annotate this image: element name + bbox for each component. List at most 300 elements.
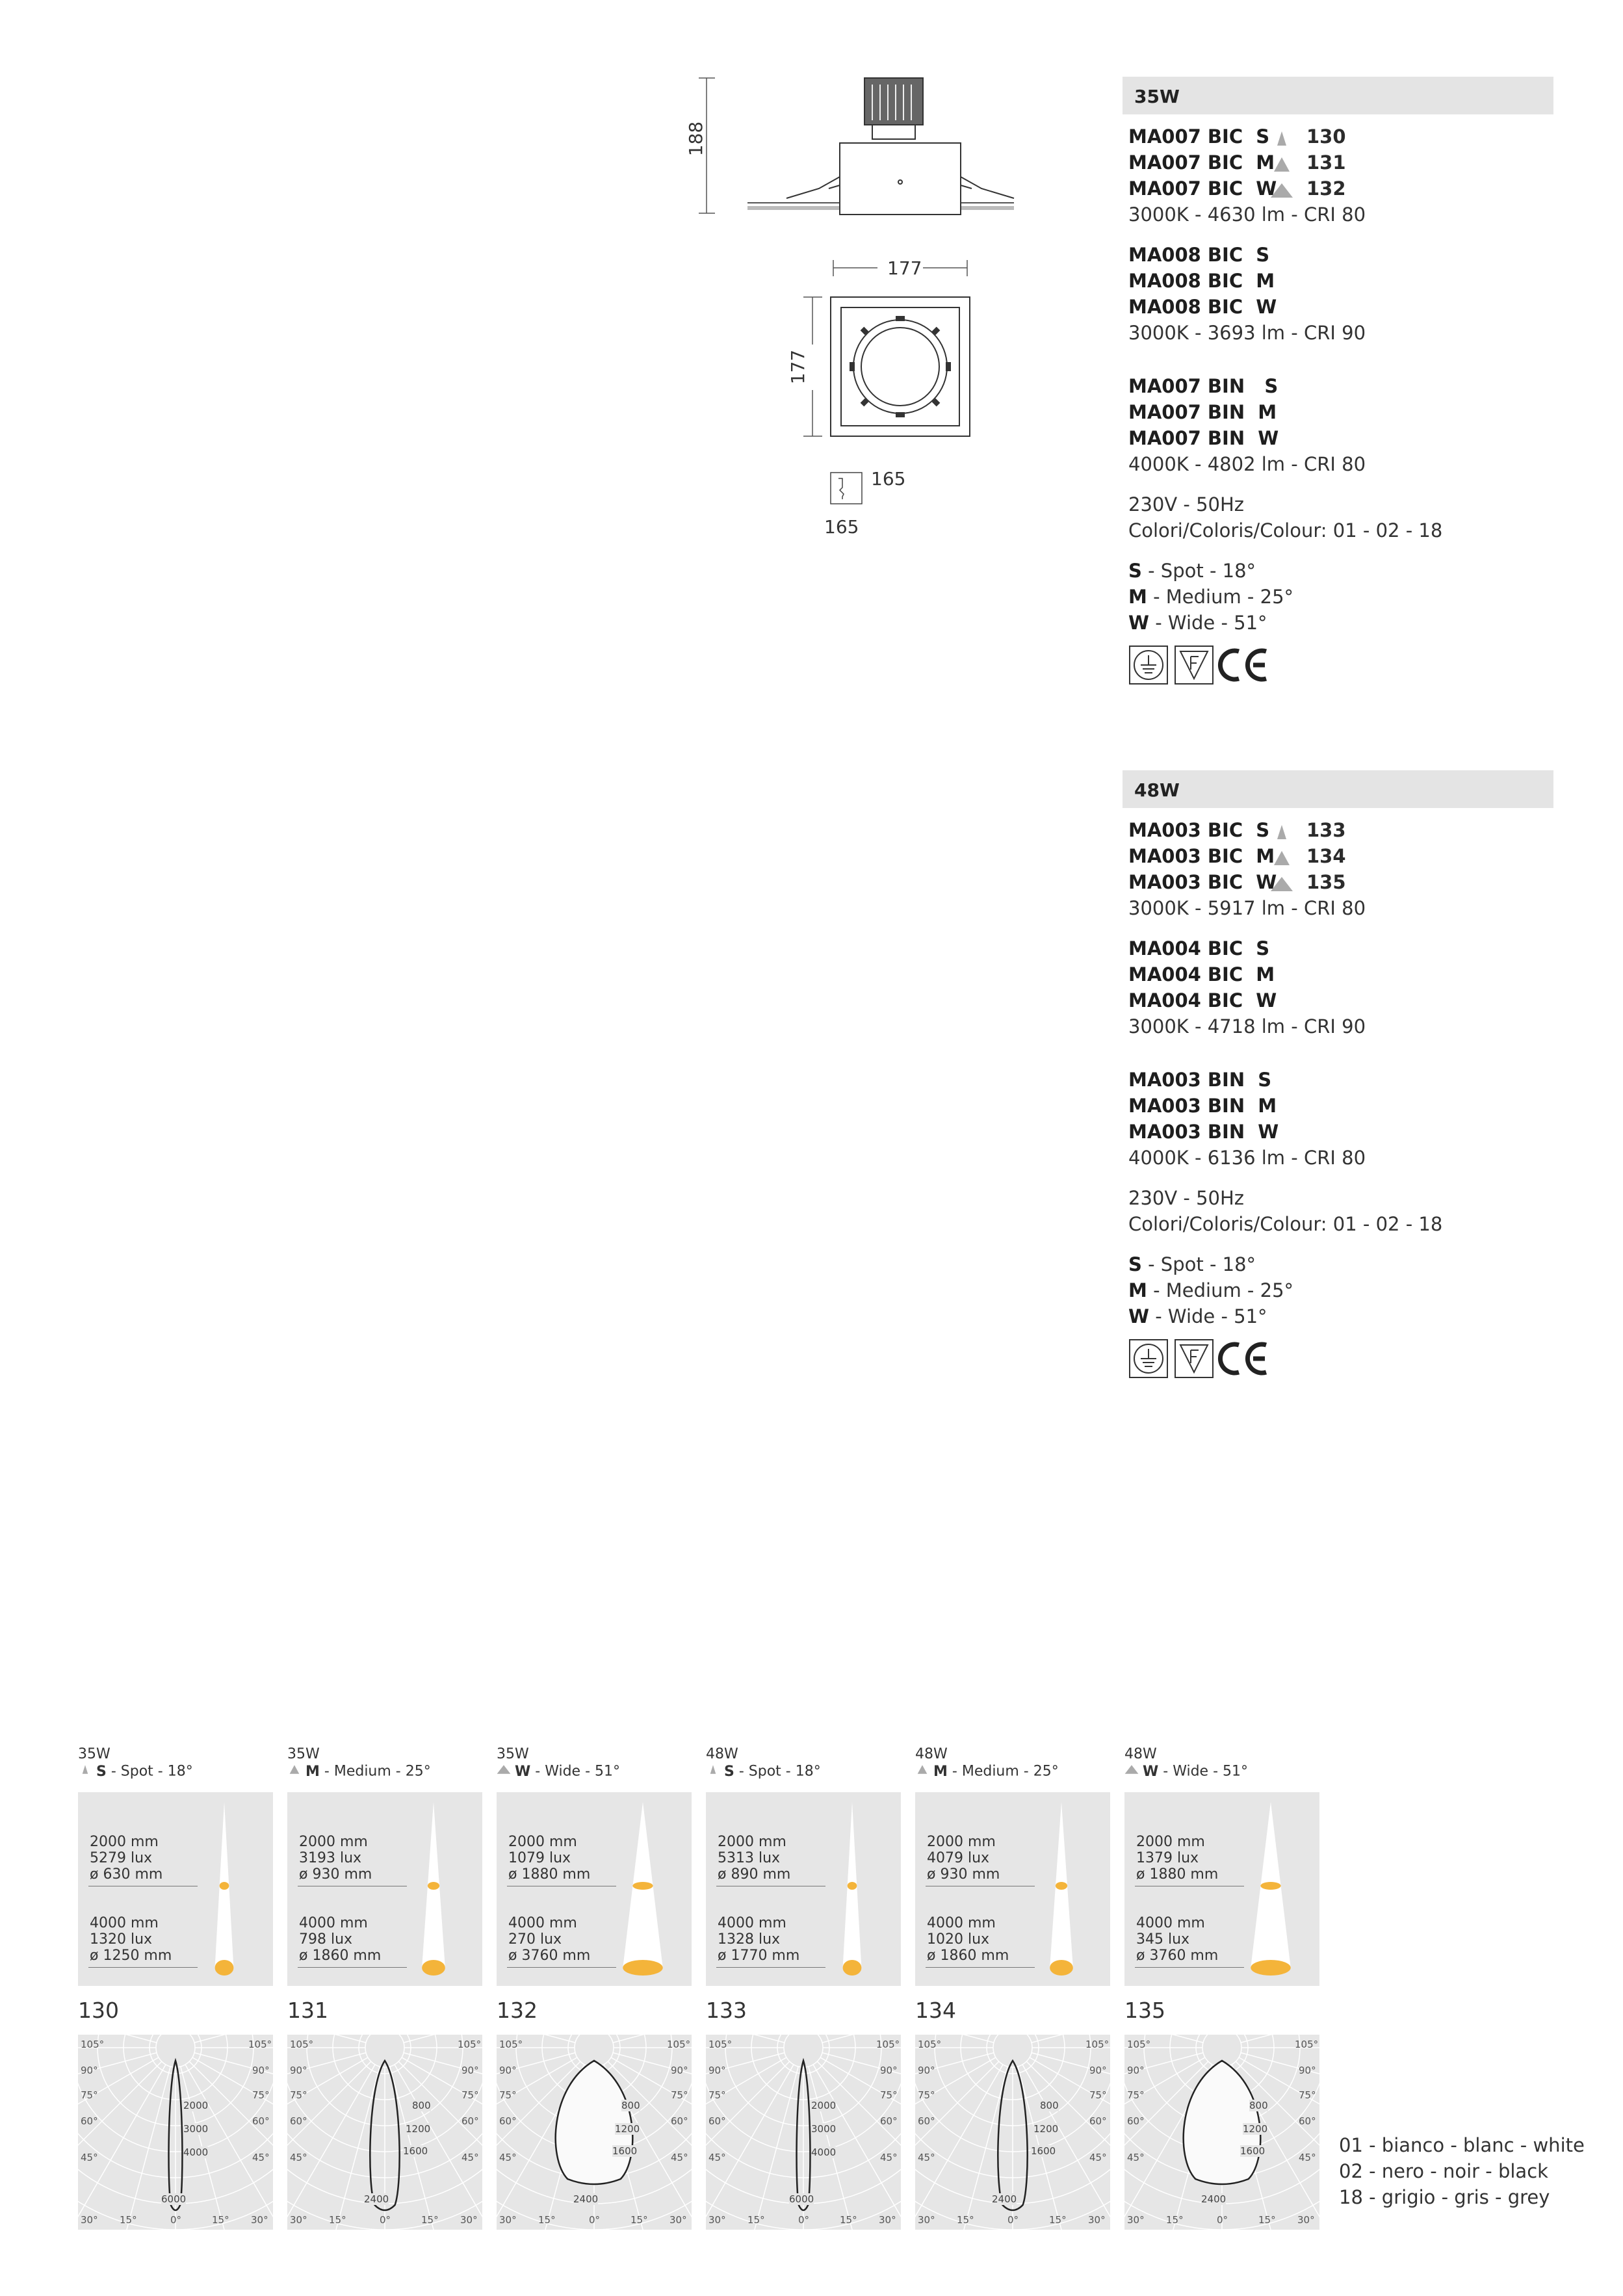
illuminance-far-text: ø 3760 mm [508, 1948, 591, 1964]
beam-triangle-glyph-icon [1270, 876, 1293, 893]
photometry-number: 131 [287, 1998, 328, 2023]
intensity-curve [1184, 2061, 1261, 2184]
polar-angle-label: 45° [1299, 2152, 1316, 2163]
polar-angle-label: 90° [499, 2065, 517, 2076]
polar-angle-label: 15° [421, 2214, 439, 2226]
polar-angle-label: 75° [290, 2089, 307, 2101]
illuminance-far-text: ø 1770 mm [718, 1948, 800, 1964]
ce-mark-icon [1220, 651, 1266, 679]
certification-icons [1128, 1337, 1551, 1380]
polar-angle-label: 45° [1127, 2152, 1145, 2163]
polar-angle-label: 0° [170, 2214, 182, 2226]
polar-angle-label: 60° [1299, 2115, 1316, 2127]
section-header [1123, 77, 1553, 114]
polar-value-label: 800 [621, 2100, 640, 2111]
earth-class-icon [1130, 646, 1167, 684]
illuminance-far-text: 4000 mm [508, 1915, 577, 1931]
beam-triangle-glyph-icon [1124, 1763, 1139, 1776]
illuminance-far-text: 798 lux [299, 1931, 353, 1948]
spacer [1128, 921, 1551, 935]
polar-angle-label: 105° [81, 2039, 105, 2050]
beam-triangle-glyph-icon [1270, 182, 1293, 199]
illuminance-far-text: 4000 mm [718, 1915, 786, 1931]
section-header-label: 48W [1134, 779, 1180, 801]
polar-angle-label: 60° [880, 2115, 898, 2127]
polar-angle-label: 105° [1127, 2039, 1151, 2050]
illuminance-near-text: 4079 lux [927, 1850, 990, 1866]
polar-curve-chart [78, 2035, 273, 2230]
product-code: MA003 BIC M [1128, 845, 1275, 867]
polar-angle-label: 90° [708, 2065, 726, 2076]
product-code-row [1128, 373, 1551, 399]
section-header-label: 35W [1134, 86, 1180, 107]
polar-angle-label: 30° [879, 2214, 896, 2226]
spacer [1128, 346, 1551, 373]
spec-text: 4000K - 4802 lm - CRI 80 [1128, 453, 1366, 475]
polar-angle-label: 15° [747, 2214, 765, 2226]
light-spot-far [1050, 1960, 1073, 1976]
photometry-ref: 134 [1306, 845, 1346, 867]
polar-angle-label: 60° [252, 2115, 270, 2127]
beam-triangle-glyph-icon [1270, 156, 1293, 173]
photometry-power-label: 35W [497, 1746, 529, 1762]
polar-angle-label: 75° [252, 2089, 270, 2101]
polar-angle-label: 15° [630, 2214, 648, 2226]
light-spot-near [632, 1882, 653, 1890]
product-code-row [1128, 425, 1551, 451]
polar-curve-chart [1124, 2035, 1319, 2230]
polar-angle-label: 30° [1088, 2214, 1106, 2226]
polar-angle-label: 105° [1085, 2039, 1110, 2050]
polar-value-label: 800 [412, 2100, 431, 2111]
separator-line [298, 1967, 407, 1968]
product-code-row [1128, 869, 1551, 895]
photometry-beam-label [497, 1763, 620, 1781]
polar-value-label: 3000 [811, 2123, 837, 2135]
polar-angle-label: 45° [1089, 2152, 1107, 2163]
polar-value-label: 6000 [161, 2193, 187, 2205]
spec-text: 3000K - 5917 lm - CRI 80 [1128, 897, 1366, 919]
product-code-row [1128, 268, 1551, 294]
polar-value-label: 800 [1040, 2100, 1059, 2111]
product-code: MA008 BIC W [1128, 296, 1277, 318]
illuminance-near-text: ø 1880 mm [1136, 1866, 1219, 1883]
photometry-ref: 131 [1306, 151, 1346, 174]
light-spot-far [843, 1960, 862, 1976]
polar-angle-label: 75° [81, 2089, 98, 2101]
beam-key: M [305, 1763, 320, 1780]
product-code-row [1128, 817, 1551, 843]
polar-angle-label: 30° [1297, 2214, 1315, 2226]
polar-angle-label: 30° [669, 2214, 687, 2226]
separator-line [926, 1967, 1035, 1968]
polar-angle-label: 45° [252, 2152, 270, 2163]
separator-line [507, 1967, 616, 1968]
polar-angle-label: 45° [708, 2152, 726, 2163]
beam-desc: - Wide - 51° [530, 1763, 621, 1780]
polar-angle-label: 75° [671, 2089, 688, 2101]
polar-angle-label: 105° [918, 2039, 942, 2050]
polar-angle-label: 75° [461, 2089, 479, 2101]
beam-triangle-icon [1124, 1763, 1139, 1781]
beam-triangle-icon [706, 1763, 720, 1781]
beam-desc: - Spot - 18° [1141, 560, 1256, 582]
beam-key: M [933, 1763, 948, 1780]
illuminance-far-text: 345 lux [1136, 1931, 1190, 1948]
beam-row [1128, 1277, 1551, 1303]
spacer [1128, 543, 1551, 558]
polar-angle-label: 30° [460, 2214, 478, 2226]
beam-key: S [1128, 560, 1142, 582]
photometry-number: 130 [78, 1998, 119, 2023]
polar-angle-label: 90° [81, 2065, 98, 2076]
beam-triangle-glyph-icon [497, 1763, 511, 1776]
spec-text: 4000K - 6136 lm - CRI 80 [1128, 1147, 1366, 1169]
polar-angle-label: 75° [880, 2089, 898, 2101]
illuminance-far-text: ø 1860 mm [299, 1948, 382, 1964]
polar-value-label: 1200 [406, 2123, 431, 2135]
polar-angle-label: 0° [798, 2214, 810, 2226]
product-code-row [1128, 843, 1551, 869]
cutout-height-label: 165 [824, 516, 859, 538]
certification-icons-svg [1128, 644, 1278, 686]
product-code-row [1128, 1119, 1551, 1145]
polar-angle-label: 30° [81, 2214, 98, 2226]
illuminance-near-text: 1379 lux [1136, 1850, 1199, 1866]
beam-desc: - Medium - 25° [1147, 586, 1294, 608]
colours-text: Colori/Coloris/Colour: 01 - 02 - 18 [1128, 519, 1443, 541]
polar-angle-label: 45° [499, 2152, 517, 2163]
section-header [1123, 770, 1553, 808]
light-spot-near [848, 1882, 857, 1890]
product-code: MA003 BIC W [1128, 871, 1277, 893]
ce-mark-icon [1220, 1344, 1266, 1373]
product-code-row [1128, 124, 1551, 150]
product-code-row [1128, 150, 1551, 176]
polar-angle-label: 15° [120, 2214, 137, 2226]
illuminance-far-text: 270 lux [508, 1931, 562, 1948]
illuminance-far-text: 1320 lux [90, 1931, 153, 1948]
polar-curve-chart [287, 2035, 482, 2230]
intensity-curve [556, 2061, 633, 2184]
product-code: MA007 BIN S [1128, 375, 1279, 397]
polar-angle-label: 30° [251, 2214, 268, 2226]
beam-desc: - Spot - 18° [106, 1763, 193, 1780]
colour-legend [1339, 2132, 1585, 2210]
polar-angle-label: 60° [499, 2115, 517, 2127]
beam-triangle-glyph-icon [706, 1763, 720, 1776]
polar-angle-label: 105° [667, 2039, 691, 2050]
illuminance-near-text: ø 1880 mm [508, 1866, 591, 1883]
beam-key: W [1128, 1305, 1149, 1327]
separator-line [1135, 1967, 1244, 1968]
illuminance-far-text: 4000 mm [927, 1915, 996, 1931]
polar-angle-label: 45° [461, 2152, 479, 2163]
beam-desc: - Medium - 25° [947, 1763, 1059, 1780]
photometry-beam-label [287, 1763, 431, 1781]
colours-text: Colori/Coloris/Colour: 01 - 02 - 18 [1128, 1213, 1443, 1235]
polar-angle-label: 15° [1258, 2214, 1276, 2226]
product-drawing [685, 65, 1027, 546]
product-code: MA008 BIC S [1128, 244, 1270, 266]
earth-class-icon [1130, 1340, 1167, 1377]
polar-curve-chart [497, 2035, 692, 2230]
illuminance-near-text: 3193 lux [299, 1850, 362, 1866]
beam-row [1128, 1251, 1551, 1277]
polar-value-label: 1600 [1240, 2145, 1266, 2157]
separator-line [716, 1967, 825, 1968]
polar-angle-label: 45° [671, 2152, 688, 2163]
polar-value-label: 1600 [612, 2145, 638, 2157]
product-code: MA003 BIN M [1128, 1095, 1277, 1117]
illuminance-far-text: ø 1860 mm [927, 1948, 1009, 1964]
polar-value-label: 2400 [364, 2193, 389, 2205]
photometry-power-label: 48W [915, 1746, 948, 1762]
polar-angle-label: 75° [1127, 2089, 1145, 2101]
polar-angle-label: 0° [1007, 2214, 1019, 2226]
legend-item: 02 - nero - noir - black [1339, 2160, 1548, 2182]
polar-angle-label: 90° [671, 2065, 688, 2076]
product-code-row [1128, 1093, 1551, 1119]
beam-key: M [1128, 1279, 1147, 1301]
polar-angle-label: 60° [81, 2115, 98, 2127]
polar-angle-label: 30° [918, 2214, 935, 2226]
product-code: MA004 BIC W [1128, 989, 1277, 1011]
voltage-text: 230V - 50Hz [1128, 493, 1245, 515]
photometry-power-label: 48W [706, 1746, 738, 1762]
photometry-number: 135 [1124, 1998, 1165, 2023]
polar-angle-label: 0° [1217, 2214, 1228, 2226]
polar-value-label: 4000 [183, 2146, 209, 2158]
product-code-row [1128, 399, 1551, 425]
beam-key: W [1143, 1763, 1159, 1780]
polar-angle-label: 15° [329, 2214, 346, 2226]
product-code: MA004 BIC M [1128, 963, 1275, 985]
light-spot-far [215, 1960, 234, 1976]
photometry-number: 133 [706, 1998, 747, 2023]
polar-value-label: 2400 [573, 2193, 599, 2205]
beam-cone-panel [1124, 1792, 1319, 1986]
illuminance-near-text: ø 930 mm [299, 1866, 372, 1883]
polar-value-label: 3000 [183, 2123, 209, 2135]
beam-triangle-glyph-icon [915, 1763, 929, 1776]
photometry-power-label: 48W [1124, 1746, 1157, 1762]
product-code: MA008 BIC M [1128, 270, 1275, 292]
illuminance-far-text: 1328 lux [718, 1931, 781, 1948]
polar-angle-label: 105° [290, 2039, 314, 2050]
certification-icons [1128, 644, 1551, 686]
polar-value-label: 1600 [403, 2145, 428, 2157]
beam-cone-panel [706, 1792, 901, 1986]
polar-angle-label: 15° [957, 2214, 974, 2226]
beam-row [1128, 610, 1551, 636]
illuminance-near-text: 5279 lux [90, 1850, 153, 1866]
spacer [1128, 228, 1551, 242]
illuminance-near-text: ø 630 mm [90, 1866, 163, 1883]
beam-triangle-glyph-icon [1270, 824, 1293, 841]
beam-key: S [1128, 1253, 1142, 1275]
beam-desc: - Wide - 51° [1149, 612, 1267, 634]
beam-key: W [1128, 612, 1149, 634]
polar-value-label: 4000 [811, 2146, 837, 2158]
beam-triangle-icon [287, 1763, 302, 1781]
photometry-number: 132 [497, 1998, 538, 2023]
polar-value-label: 1200 [615, 2123, 640, 2135]
beam-key: S [724, 1763, 734, 1780]
beam-cone-panel [915, 1792, 1110, 1986]
beam-cone-panel [287, 1792, 482, 1986]
polar-value-label: 800 [1249, 2100, 1268, 2111]
product-code-row [1128, 935, 1551, 961]
illuminance-near-text: 2000 mm [508, 1834, 577, 1850]
illuminance-near-text: 2000 mm [90, 1834, 159, 1850]
polar-angle-label: 90° [290, 2065, 307, 2076]
illuminance-far-text: 4000 mm [90, 1915, 159, 1931]
legend-item: 01 - bianco - blanc - white [1339, 2134, 1585, 2156]
cutout-width-label: 165 [871, 468, 906, 489]
beam-desc: - Wide - 51° [1158, 1763, 1249, 1780]
polar-angle-label: 105° [248, 2039, 272, 2050]
polar-angle-label: 45° [880, 2152, 898, 2163]
spec-text: 3000K - 3693 lm - CRI 90 [1128, 322, 1366, 344]
illuminance-near-text: 2000 mm [299, 1834, 368, 1850]
polar-angle-label: 15° [538, 2214, 556, 2226]
certification-icons-svg [1128, 1337, 1278, 1380]
product-code-row [1128, 294, 1551, 320]
illuminance-far-text: 1020 lux [927, 1931, 990, 1948]
spec-column [1128, 817, 1551, 1380]
beam-triangle-glyph-icon [1270, 850, 1293, 867]
product-drawing-svg [689, 65, 1027, 546]
spacer [1128, 477, 1551, 491]
product-code-row [1128, 242, 1551, 268]
photometry-ref: 135 [1306, 871, 1346, 893]
polar-angle-label: 60° [918, 2115, 935, 2127]
polar-value-label: 2400 [992, 2193, 1017, 2205]
light-spot-far [1251, 1960, 1290, 1976]
illuminance-near-text: 2000 mm [1136, 1834, 1205, 1850]
beam-triangle-glyph-icon [1270, 130, 1293, 147]
polar-angle-label: 90° [252, 2065, 270, 2076]
separator-line [88, 1967, 198, 1968]
beam-row [1128, 558, 1551, 584]
beam-triangle-icon [78, 1763, 92, 1781]
light-spot-near [220, 1882, 229, 1890]
f-mark-icon [1175, 646, 1213, 684]
product-code: MA003 BIN W [1128, 1121, 1279, 1143]
product-code: MA007 BIC S [1128, 125, 1270, 148]
polar-angle-label: 60° [671, 2115, 688, 2127]
polar-angle-label: 105° [1295, 2039, 1319, 2050]
beam-triangle-glyph-icon [287, 1763, 302, 1776]
illuminance-near-text: ø 890 mm [718, 1866, 791, 1883]
photometry-ref: 132 [1306, 177, 1346, 200]
polar-angle-label: 60° [1089, 2115, 1107, 2127]
product-code: MA004 BIC S [1128, 937, 1270, 959]
illuminance-far-text: ø 3760 mm [1136, 1948, 1219, 1964]
polar-angle-label: 60° [1127, 2115, 1145, 2127]
polar-angle-label: 30° [290, 2214, 307, 2226]
light-spot-near [428, 1882, 439, 1890]
polar-angle-label: 105° [876, 2039, 900, 2050]
polar-angle-label: 45° [918, 2152, 935, 2163]
light-spot-near [1260, 1882, 1280, 1890]
illuminance-near-text: 5313 lux [718, 1850, 781, 1866]
polar-angle-label: 15° [212, 2214, 229, 2226]
product-code-row [1128, 987, 1551, 1013]
polar-angle-label: 90° [1089, 2065, 1107, 2076]
beam-desc: - Medium - 25° [319, 1763, 431, 1780]
polar-angle-label: 75° [918, 2089, 935, 2101]
polar-angle-label: 15° [1049, 2214, 1067, 2226]
polar-value-label: 1200 [1243, 2123, 1268, 2135]
dim-width-label: 177 [887, 257, 922, 279]
illuminance-far-text: ø 1250 mm [90, 1948, 172, 1964]
polar-angle-label: 90° [1299, 2065, 1316, 2076]
polar-angle-label: 60° [290, 2115, 307, 2127]
illuminance-near-text: 2000 mm [718, 1834, 786, 1850]
photometry-power-label: 35W [287, 1746, 320, 1762]
polar-angle-label: 60° [708, 2115, 726, 2127]
product-code-row [1128, 961, 1551, 987]
spacer [1128, 1171, 1551, 1185]
photometry-power-label: 35W [78, 1746, 110, 1762]
polar-value-label: 6000 [789, 2193, 814, 2205]
photometry-number: 134 [915, 1998, 956, 2023]
beam-row [1128, 1303, 1551, 1329]
polar-angle-label: 90° [461, 2065, 479, 2076]
polar-curve-chart [706, 2035, 901, 2230]
polar-angle-label: 75° [708, 2089, 726, 2101]
product-code: MA003 BIN S [1128, 1069, 1272, 1091]
spec-column [1128, 124, 1551, 686]
product-code: MA007 BIN W [1128, 427, 1279, 449]
beam-cone-panel [497, 1792, 692, 1986]
polar-angle-label: 75° [1299, 2089, 1316, 2101]
beam-desc: - Medium - 25° [1147, 1279, 1294, 1301]
dim-height-label: 188 [685, 121, 707, 157]
photometry-ref: 133 [1306, 819, 1346, 841]
polar-value-label: 2000 [811, 2100, 837, 2111]
legend-item: 18 - grigio - gris - grey [1339, 2186, 1550, 2208]
photometry-beam-label [706, 1763, 821, 1781]
illuminance-near-text: 1079 lux [508, 1850, 571, 1866]
photometry-beam-label [78, 1763, 193, 1781]
polar-angle-label: 30° [499, 2214, 517, 2226]
spec-text: 3000K - 4630 lm - CRI 80 [1128, 203, 1366, 226]
beam-triangle-icon [497, 1763, 511, 1781]
spec-text: 3000K - 4718 lm - CRI 90 [1128, 1015, 1366, 1037]
beam-triangle-glyph-icon [78, 1763, 92, 1776]
beam-cone-panel [78, 1792, 273, 1986]
product-code-row [1128, 176, 1551, 202]
polar-angle-label: 30° [1127, 2214, 1145, 2226]
polar-angle-label: 60° [461, 2115, 479, 2127]
product-code-row [1128, 1067, 1551, 1093]
spacer [1128, 1237, 1551, 1251]
polar-angle-label: 0° [380, 2214, 391, 2226]
polar-angle-label: 45° [81, 2152, 98, 2163]
polar-angle-label: 30° [708, 2214, 726, 2226]
illuminance-far-text: 4000 mm [299, 1915, 368, 1931]
polar-angle-label: 105° [499, 2039, 523, 2050]
illuminance-near-text: 2000 mm [927, 1834, 996, 1850]
beam-key: W [515, 1763, 531, 1780]
polar-angle-label: 105° [458, 2039, 482, 2050]
beam-triangle-icon [915, 1763, 929, 1781]
dim-depth-label: 177 [787, 349, 809, 385]
polar-value-label: 2000 [183, 2100, 209, 2111]
